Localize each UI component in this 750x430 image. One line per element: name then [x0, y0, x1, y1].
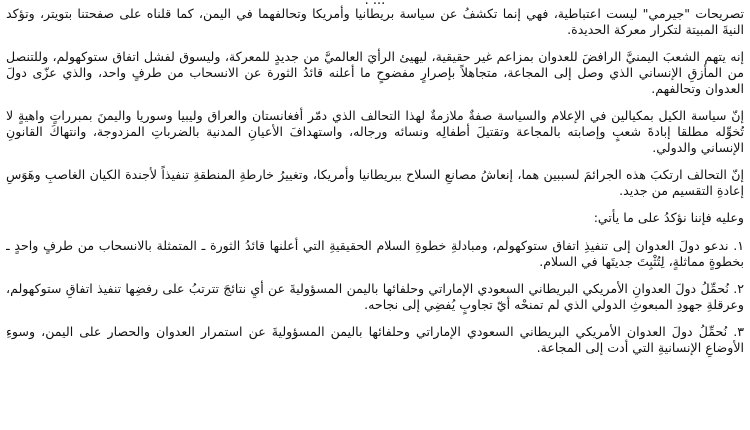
paragraph-1: تصريحات "جيرمي" ليست اعتباطية، فهي إنما تكشفُ عن سياسة بريطانيا وأمريكا وتحالفهما في اليمن، كما قلناه على صفحتنا بتويتر، وتؤكد النيةَ المبيتة لتكرار معركة الحديدة.: [6, 6, 744, 37]
paragraph-3: إنّ سياسة الكيل بمكيالين في الإعلام والسياسة صفةٌ ملازمةٌ لهذا التحالف الذي دمّر أفغانستان والعراق وليبيا وسوريا واليمنَ بمبرراتٍ واهيةٍ لا تُخوِّله مطلقا إبادةَ شعبٍ وإصابته بالمجاعة وتقتيلَ أطفالِه ونسائه ورجاله، واستهدافَ الأعيانِ المدنية بالضرباتِ المزدوجة، وانتهاكَ القانونِ الإنساني والدولي.: [6, 108, 744, 155]
list-item-1: ١. ندعو دولَ العدوان إلى تنفيذِ اتفاق ستوكهولم، ومبادلةِ خطوةِ السلام الحقيقيةِ التي أعلنها قائدُ الثورة ـ المتمثلة بالانسحاب من طرفٍ واحدٍ ـ بخطوةٍ مماثلةٍ، لِتُثْبِتَ جديتَها في السلام.: [6, 238, 744, 269]
paragraph-2: إنه يتهم الشعبَ اليمنيَّ الرافضَ للعدوان بمزاعم غير حقيقية، ليهيئ الرأيَ العالميَّ من جديدٍ للمعركة، وليسوق لفشل اتفاق ستوكهولم، وللتنصل من المأزقِ الإنساني الذي وصل إلى المجاعة، متجاهلاً بإصرارٍ مفضوحٍ ما أعلنه قائدُ الثورة عن الانسحاب من طرفٍ واحد، والذي عزّى دولَ العدوان وتحالفهم.: [6, 49, 744, 96]
list-item-2: ٢. نُحمِّلُ دولَ العدوانِ الأمريكي البريطاني السعودي الإماراتي وحلفائها باليمن المسؤوليةَ عن أيِ نتائجَ تترتبُ على رفضِها تنفيذ اتفاقِ ستوكهولم، وعرقلةِ جهودِ المبعوثِ الدولي الذي لم تمنحْه أيّ تجاوبٍ يُفضِي إلى نجاحه.: [6, 281, 744, 312]
document-page: [6, 0, 744, 430]
list-intro: وعليه فإننا نؤكدُ على ما يأتي:: [593, 210, 744, 225]
paragraph-4: إنّ التحالف ارتكبَ هذه الجرائمَ لسببين هما، إنعاشُ مصانعِ السلاح ببريطانيا وأمريكا، وتغييرُ خارطةِ المنطقةِ تنفيذاً لأجندة الكيان الغاصبِ وهَوَسِ إعادةِ التقسيم من جديد.: [6, 167, 744, 198]
list-item-3: ٣. نُحمِّلُ دولَ العدوان الأمريكي البريطاني السعودي الإماراتي وحلفائها باليمن المسؤوليةَ عن استمرار العدوان والحصار على اليمن، وسوءِ الأوضاعِ الإنسانيةِ التي أدت إلى المجاعة.: [6, 324, 744, 355]
